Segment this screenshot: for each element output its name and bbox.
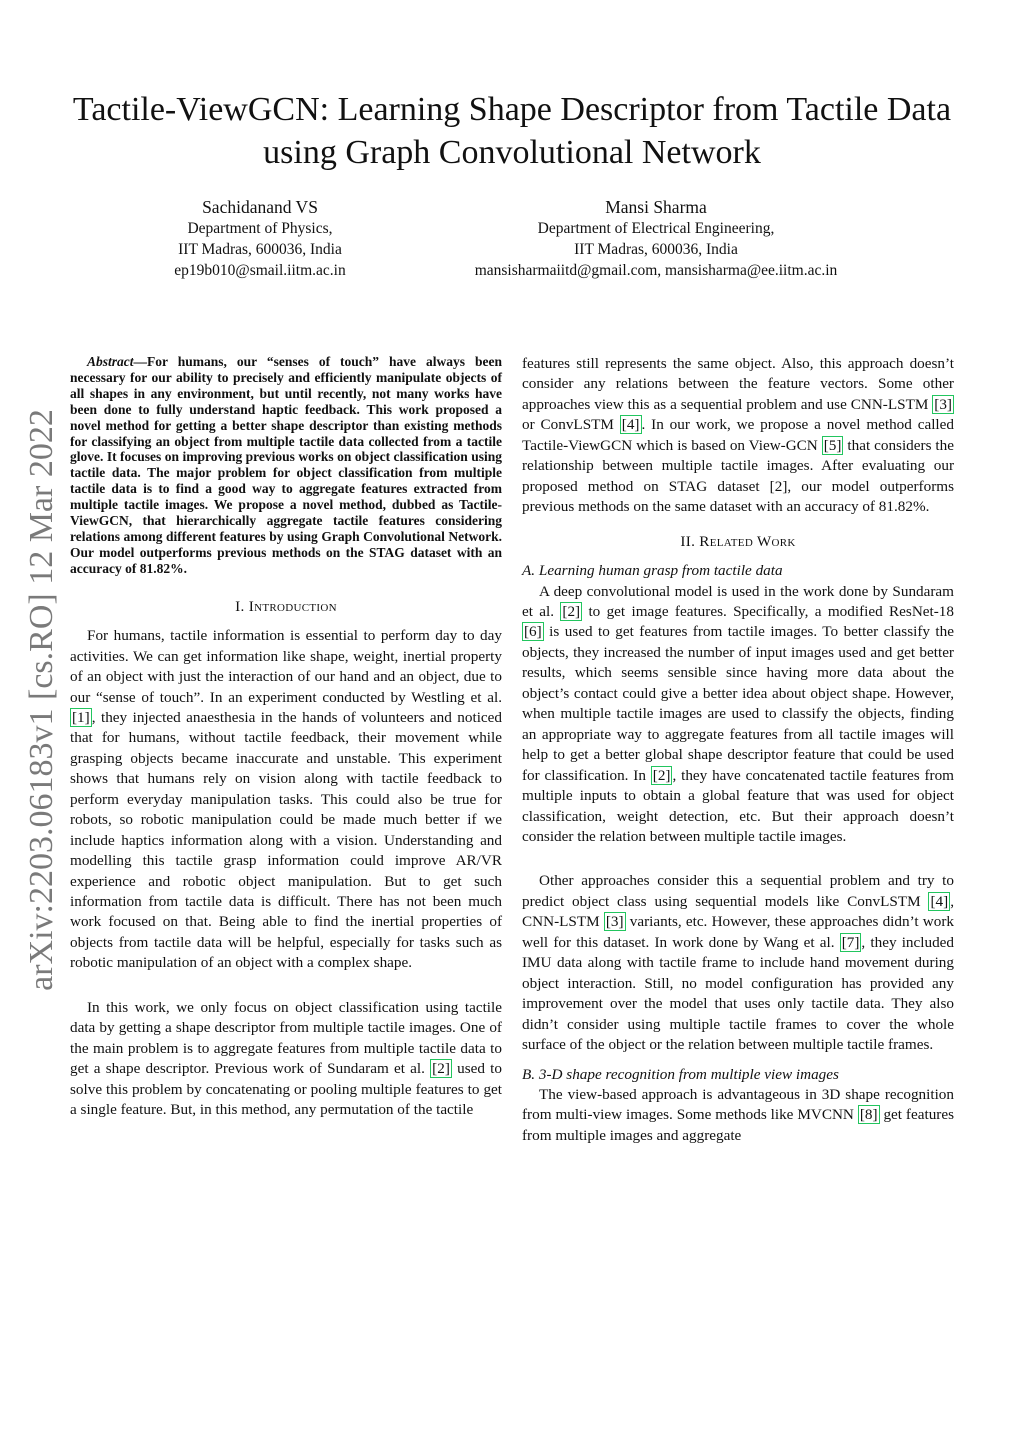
author-name: Mansi Sharma xyxy=(605,197,707,217)
left-column xyxy=(70,354,502,1121)
author-email: mansisharmaiitd@gmail.com, mansisharma@ee.iitm.ac.in xyxy=(474,262,838,279)
citation-link[interactable]: [4] xyxy=(930,892,949,910)
author-block xyxy=(140,196,380,281)
paragraph: In this work, we only focus on object classification using tactile data by getting a shape descriptor from multiple tactile images. One of the main problem is to aggregate features from multiple tactile data to get a shape descriptor. Previous work of Sundaram et al. [2] used to solve this problem by concatenating or pooling multiple features to get a single feature. But, in this method, any permutation of the tactile xyxy=(70,998,502,1119)
paragraph: features still represents the same object. Also, this approach doesn’t consider any relations between the feature vectors. Some other approaches view this as a sequential problem and use CNN-LSTM [3] or ConvLSTM [4] . In our work, we propose a novel method called Tactile-ViewGCN which is based on View-GCN [5] that considers the relationship between multiple tactile images. After evaluating our proposed method on STAG dataset [2], our model outperforms previous methods on the same dataset with an accuracy of 81.82%. xyxy=(522,355,954,516)
author-institution: IIT Madras, 600036, India xyxy=(574,241,738,258)
citation-link[interactable]: [2] xyxy=(432,1060,450,1078)
citation-link[interactable]: [1] xyxy=(72,708,90,726)
author-institution: IIT Madras, 600036, India xyxy=(178,241,342,258)
paragraph: A deep convolutional model is used in the work done by Sundaram et al. [2] to get image features. Specifically, a modified ResNet-18 [6] is used to get features from tactile images. To better classify the objects, they increased the number of input images used and get better results, which seems sensible since having more data about the object’s contact could give a better idea about object shape. However, when multiple tactile images are used to classify the objects, finding an appropriate way to aggregate features from all tactile images will help to get a better global shape descriptor feature that could be used for classification. In [2] , they have concatenated tactile features from multiple inputs to obtain a global feature that was used for object classification, weight detection, etc. But their approach doesn’t consider the relation between multiple tactile images. xyxy=(522,582,954,845)
citation-link[interactable]: [3] xyxy=(934,395,952,413)
author-department: Department of Electrical Engineering, xyxy=(537,220,775,237)
author-block xyxy=(440,196,872,281)
paragraph: For humans, tactile information is essential to perform day to day activities. We can get information like shape, weight, inertial property of an object with just the interaction of our hand and an object, due to our “sense of touch”. In an experiment conducted by Westling et al. [1] , they injected anaesthesia in the hands of volunteers and noticed that for humans, without tactile feedback, their movement while grasping objects became inaccurate and unstable. This experiment shows that humans rely on vision along with tactile feedback to perform everyday manipulation tasks. This could also be true for robots, so robotic manipulation could be made much better if we include haptics information along with a vision. Understanding and modelling this tactile grasp information could improve AR/VR experience and robotic object manipulation. But to get such information from tactile data is difficult. There has not been much work focused on that. Being able to find the inertial properties of objects from tactile data will be helpful, especially for tasks such as robotic manipulation of an object with a complex shape. xyxy=(70,627,502,972)
arxiv-watermark: arXiv:2203.06183v1 [cs.RO] 12 Mar 2022 xyxy=(23,409,60,991)
citation-link[interactable]: [7] xyxy=(841,933,860,951)
citation-link[interactable]: [2] xyxy=(652,766,671,784)
subsection-heading: B. 3-D shape recognition from multiple view images xyxy=(522,1065,839,1083)
subsection-heading: A. Learning human grasp from tactile data xyxy=(522,562,783,580)
citation-link[interactable]: [5] xyxy=(823,436,842,454)
author-department: Department of Physics, xyxy=(187,220,333,237)
citation-link[interactable]: [6] xyxy=(524,623,542,641)
paper-title: Tactile-ViewGCN: Learning Shape Descriptor from Tactile Data using Graph Convolutional Network xyxy=(72,91,952,171)
right-column xyxy=(522,354,954,1146)
abstract-label: Abstract xyxy=(87,354,134,369)
paragraph: Other approaches consider this a sequential problem and try to predict object class using sequential models like ConvLSTM [4] , CNN-LSTM [3] variants, etc. However, these approaches didn’t work well for this dataset. In work done by Wang et al. [7] , they included IMU data along with tactile frame to include hand movement during object interaction. Still, no model configuration has provided any improvement over the model that uses only tactile data. They also didn’t consider using multiple tactile frames to cover the whole surface of the object or the relation between multiple tactile frames. xyxy=(522,872,955,1054)
citation-link[interactable]: [2] xyxy=(562,602,581,620)
citation-link[interactable]: [4] xyxy=(621,416,640,434)
abstract-text: For humans, our “senses of touch” have always been necessary for our ability to precisely and efficiently manipulate objects of all shapes in any environment, but until recently, not many works have been done to fully understand haptic feedback. This work proposed a novel method for getting a better shape descriptor than existing methods for classifying an object from multiple tactile data collected from a tactile glove. It focuses on improving previous works on object classification using tactile data. The major problem for object classification from multiple tactile data is to find a good way to aggregate features extracted from multiple tactile images. We propose a novel method, dubbed as Tactile-ViewGCN, that hierarchically aggregate tactile features considering relations among different features by using Graph Convolutional Network. Our model outperforms previous methods on the STAG dataset with an accuracy of 81.82%. xyxy=(70,354,502,576)
author-name: Sachidanand VS xyxy=(202,197,318,217)
citation-link[interactable]: [3] xyxy=(605,913,624,931)
abstract xyxy=(70,354,502,577)
citation-link[interactable]: [8] xyxy=(859,1106,878,1124)
author-email: ep19b010@smail.iitm.ac.in xyxy=(174,262,346,279)
section-heading-introduction: I. Introduction xyxy=(235,597,337,615)
paragraph: The view-based approach is advantageous in 3D shape recognition from multi-view images. Some methods like MVCNN [8] get features from multiple images and aggregate xyxy=(522,1085,954,1144)
abstract-dash: — xyxy=(133,354,148,369)
section-heading-related-work: II. Related Work xyxy=(680,532,796,550)
